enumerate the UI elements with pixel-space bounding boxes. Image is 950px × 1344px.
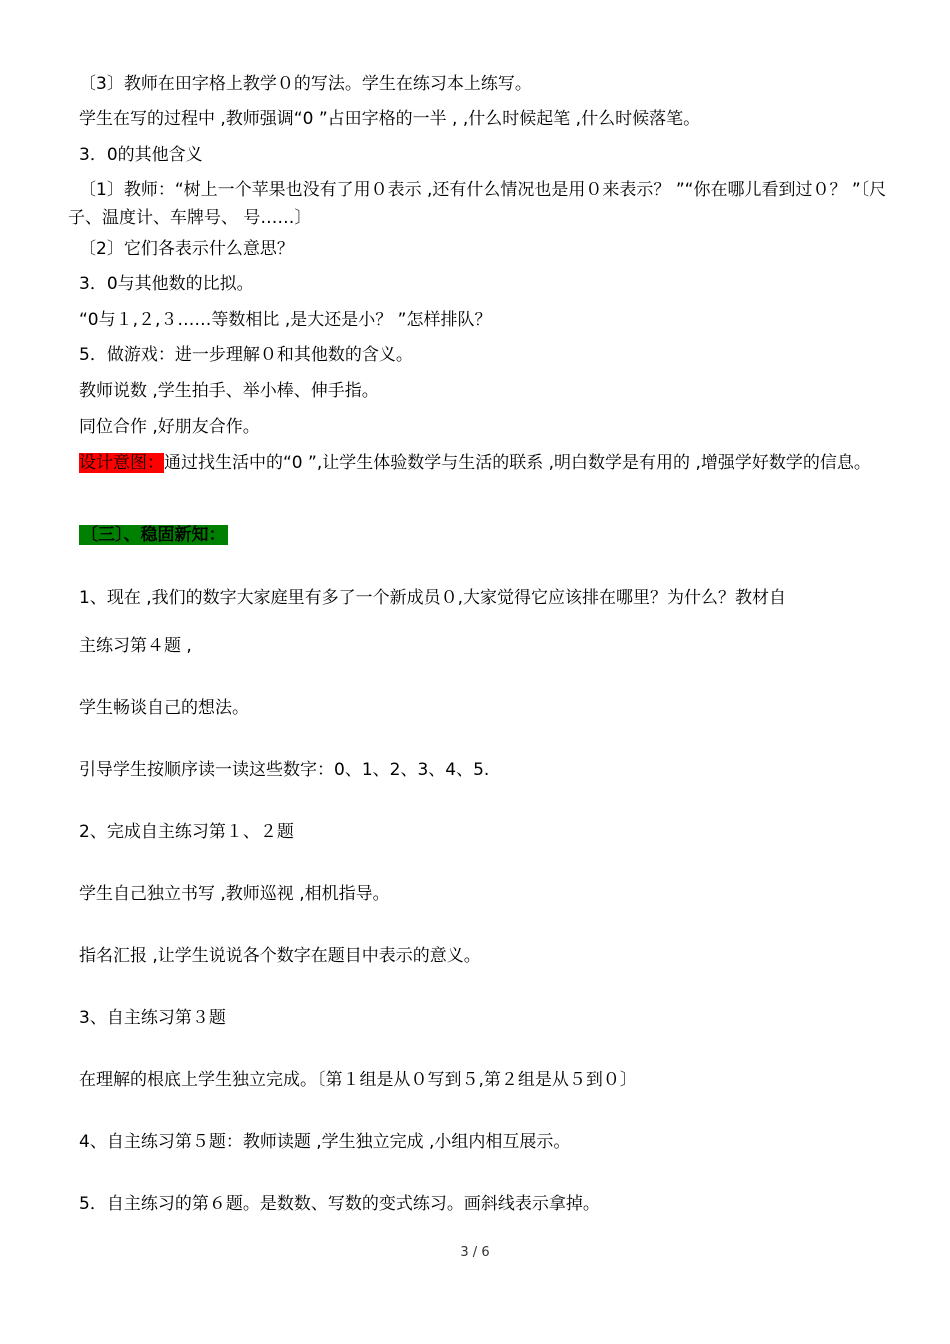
paragraph-meaning-question: 〔2〕它们各表示什么意思？ bbox=[79, 239, 294, 259]
paragraph-read-numbers: 引导学生按顺序读一读这些数字：0、1、2、3、4、5. bbox=[79, 760, 490, 780]
paragraph-teacher-question: 〔1〕教师：“树上一个苹果也没有了用０表示 ,还有什么情况也是用０来表示？ ”“你在哪儿看到过０？ ”〔尺子、温度计、车牌号、 号……〕 bbox=[68, 180, 887, 228]
paragraph-exercise-five: 4、自主练习第５题：教师读题 ,学生独立完成 ,小组内相互展示。 bbox=[79, 1132, 571, 1152]
paragraph-new-member: 1、现在 ,我们的数字大家庭里有多了一个新成员０,大家觉得它应该排在哪里？为什么？教材自 bbox=[79, 588, 787, 608]
paragraph-exercise-one-two: 2、完成自主练习第１、２题 bbox=[79, 822, 294, 842]
paragraph-report: 指名汇报 ,让学生说说各个数字在题目中表示的意义。 bbox=[79, 946, 481, 966]
section-heading-consolidate bbox=[79, 521, 890, 549]
paragraph-game-description: 教师说数 ,学生拍手、举小棒、伸手指。 bbox=[79, 381, 379, 401]
paragraph-design-intent bbox=[68, 449, 890, 477]
paragraph-independent-writing: 学生自己独立书写 ,教师巡视 ,相机指导。 bbox=[79, 884, 390, 904]
paragraph-share-ideas: 学生畅谈自己的想法。 bbox=[79, 698, 249, 718]
paragraph-exercise-six: 5．自主练习的第６题。是数数、写数的变式练习。画斜线表示拿掉。 bbox=[79, 1194, 600, 1214]
section-heading-label: 〔三〕、稳固新知： bbox=[81, 525, 226, 545]
paragraph-exercise-three: 3、自主练习第３题 bbox=[79, 1008, 226, 1028]
paragraph-compare-question: “0与１,２,３……等数相比 ,是大还是小？ ”怎样排队？ bbox=[79, 310, 492, 330]
paragraph-game-heading: 5．做游戏：进一步理解０和其他数的含义。 bbox=[79, 345, 413, 365]
paragraph-partner-work: 同位合作 ,好朋友合作。 bbox=[79, 417, 260, 437]
paragraph-independent-complete: 在理解的根底上学生独立完成。〔第１组是从０写到５,第２组是从５到０〕 bbox=[79, 1070, 637, 1090]
paragraph-compare-heading: 3．0与其他数的比拟。 bbox=[79, 274, 254, 294]
design-intent-text: 通过找生活中的“0 ”,让学生体验数学与生活的联系 ,明白数学是有用的 ,增强学好数学的信息。 bbox=[164, 453, 871, 473]
paragraph-writing-emphasis: 学生在写的过程中 ,教师强调“0 ”占田字格的一半 , ,什么时候起笔 ,什么时候落笔。 bbox=[79, 109, 701, 129]
design-intent-label: 设计意图： bbox=[79, 453, 164, 473]
paragraph-other-meanings-heading: 3．0的其他含义 bbox=[79, 145, 203, 165]
page-number: 3 / 6 bbox=[460, 1245, 490, 1260]
paragraph-exercise-four: 主练习第４题 , bbox=[79, 636, 192, 656]
paragraph-zero-writing: 〔3〕教师在田字格上教学０的写法。学生在练习本上练写。 bbox=[79, 74, 532, 94]
